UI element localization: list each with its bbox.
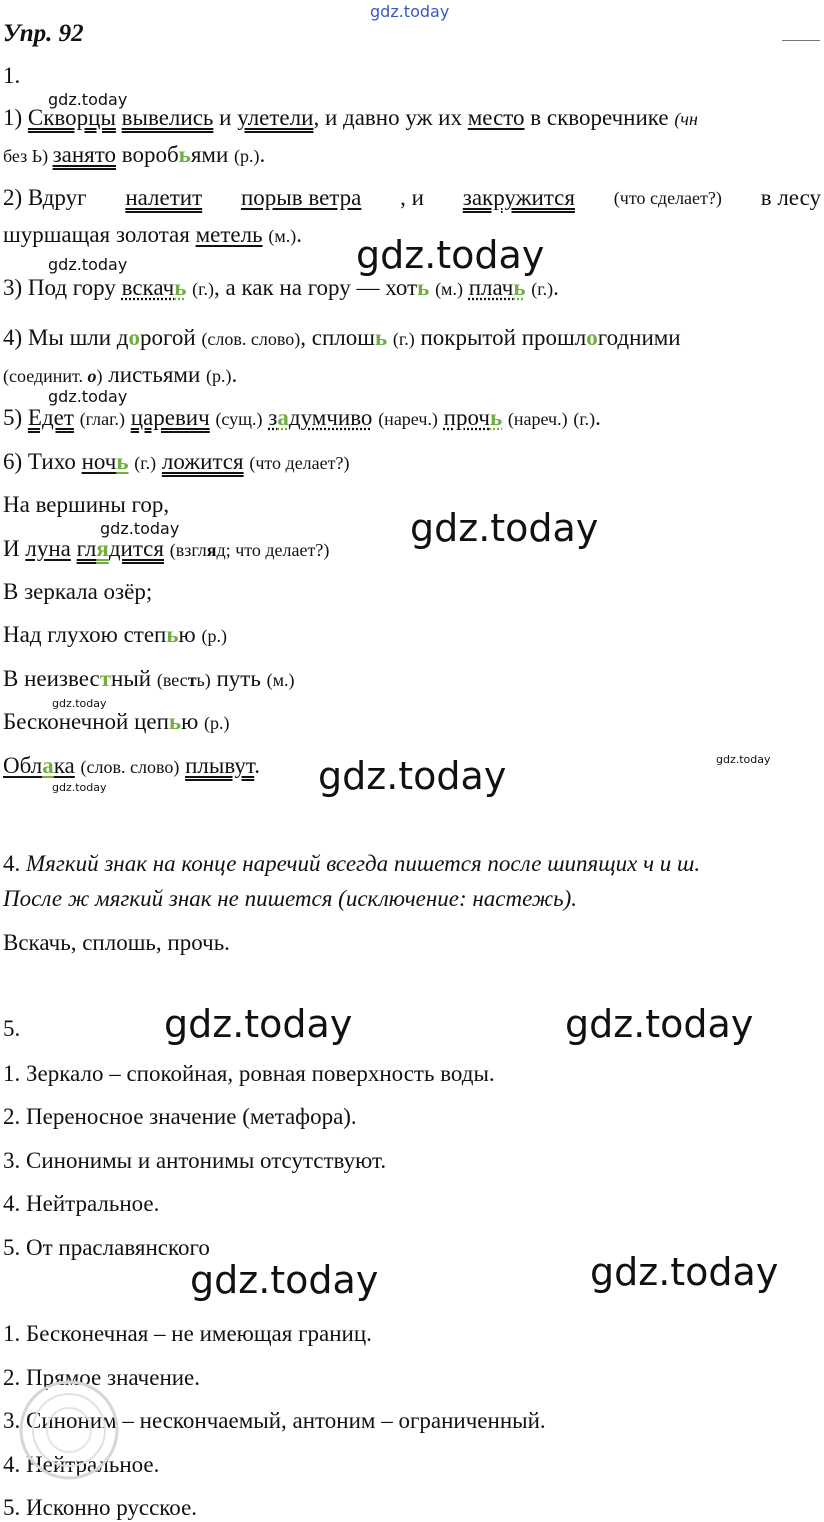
answer-a-3: 3. Синонимы и антонимы отсутствуют.: [3, 1148, 387, 1173]
sentence-4-line-1: 4) Мы шли дорогой (слов. слово), сплошь (г.) покрытой прошлогодними: [3, 325, 681, 350]
watermark: gdz.today: [356, 233, 545, 277]
answer-b-4: 4. Нейтральное.: [3, 1452, 160, 1477]
page-title: Упр. 92: [3, 20, 84, 47]
watermark: gdz.today: [590, 1250, 779, 1294]
section-4-examples: Вскачь, сплошь, прочь.: [3, 930, 230, 955]
answer-b-1: 1. Бесконечная – не имеющая границ.: [3, 1321, 372, 1346]
watermark-top: gdz.today: [370, 2, 450, 21]
watermark: gdz.today: [100, 519, 180, 538]
poem-line-1: На вершины гор,: [3, 492, 170, 517]
watermark: gdz.today: [410, 506, 599, 550]
sentence-6: 6) Тихо ночь (г.) ложится (что делает?): [3, 449, 350, 474]
sentence-5: 5) Едет (глаг.) царевич (сущ.) задумчиво (нареч.) прочь (нареч.) (г.).: [3, 405, 601, 430]
answer-a-2: 2. Переносное значение (метафора).: [3, 1104, 357, 1129]
answer-a-5: 5. От праславянского: [3, 1235, 210, 1260]
watermark: gdz.today: [190, 1258, 379, 1302]
watermark: gdz.today: [48, 255, 128, 274]
sentence-4-line-2: (соединит. о) листьями (р.).: [3, 362, 238, 387]
sentence-1-line-1: 1) Скворцы вывелись и улетели, и давно уж их место в скворечнике (чн: [3, 105, 698, 130]
answer-b-2: 2. Прямое значение.: [3, 1365, 201, 1390]
sentence-3: 3) Под гору вскачь (г.), а как на гору — хоть (м.) плачь (г.).: [3, 275, 559, 300]
poem-line-2: И луна глядится (взгляд; что делает?): [3, 536, 330, 561]
watermark: gdz.today: [52, 781, 107, 794]
watermark: gdz.today: [164, 1002, 353, 1046]
sentence-2-line-2: шуршащая золотая метель (м.).: [3, 222, 302, 247]
watermark: gdz.today: [48, 387, 128, 406]
section-1-number: 1.: [3, 63, 21, 88]
section-4-rule-line-2: После ж мягкий знак не пишется (исключение: настежь).: [3, 886, 578, 911]
section-5-number: 5.: [3, 1016, 21, 1041]
sentence-1-line-2: без Ь) занято воробьями (р.).: [3, 142, 266, 167]
watermark: gdz.today: [52, 697, 107, 710]
watermark: gdz.today: [716, 753, 771, 766]
poem-line-5: В неизвестный (весть) путь (м.): [3, 666, 295, 691]
stamp-icon: [14, 1375, 124, 1485]
section-4-rule-line-1: 4. Мягкий знак на конце наречий всегда пишется после шипящих ч и ш.: [3, 851, 701, 876]
answer-b-3: 3. Синоним – нескончаемый, антоним – ограниченный.: [3, 1408, 546, 1433]
watermark: gdz.today: [48, 90, 128, 109]
poem-line-6: Бесконечной цепью (р.): [3, 709, 230, 734]
watermark: gdz.today: [318, 754, 507, 798]
poem-line-3: В зеркала озёр;: [3, 579, 153, 604]
sentence-2-line-1: 2) Вдруг налетит порыв ветра , и закружится (что сделает?) в лесу: [3, 185, 821, 210]
poem-line-7: Облака (слов. слово) плывут.: [3, 753, 260, 778]
poem-line-4: Над глухою степью (р.): [3, 622, 227, 647]
answer-a-1: 1. Зеркало – спокойная, ровная поверхность воды.: [3, 1061, 495, 1086]
answer-b-5: 5. Исконно русское.: [3, 1495, 198, 1520]
header-dash: [782, 40, 820, 41]
watermark: gdz.today: [565, 1002, 754, 1046]
answer-a-4: 4. Нейтральное.: [3, 1191, 160, 1216]
